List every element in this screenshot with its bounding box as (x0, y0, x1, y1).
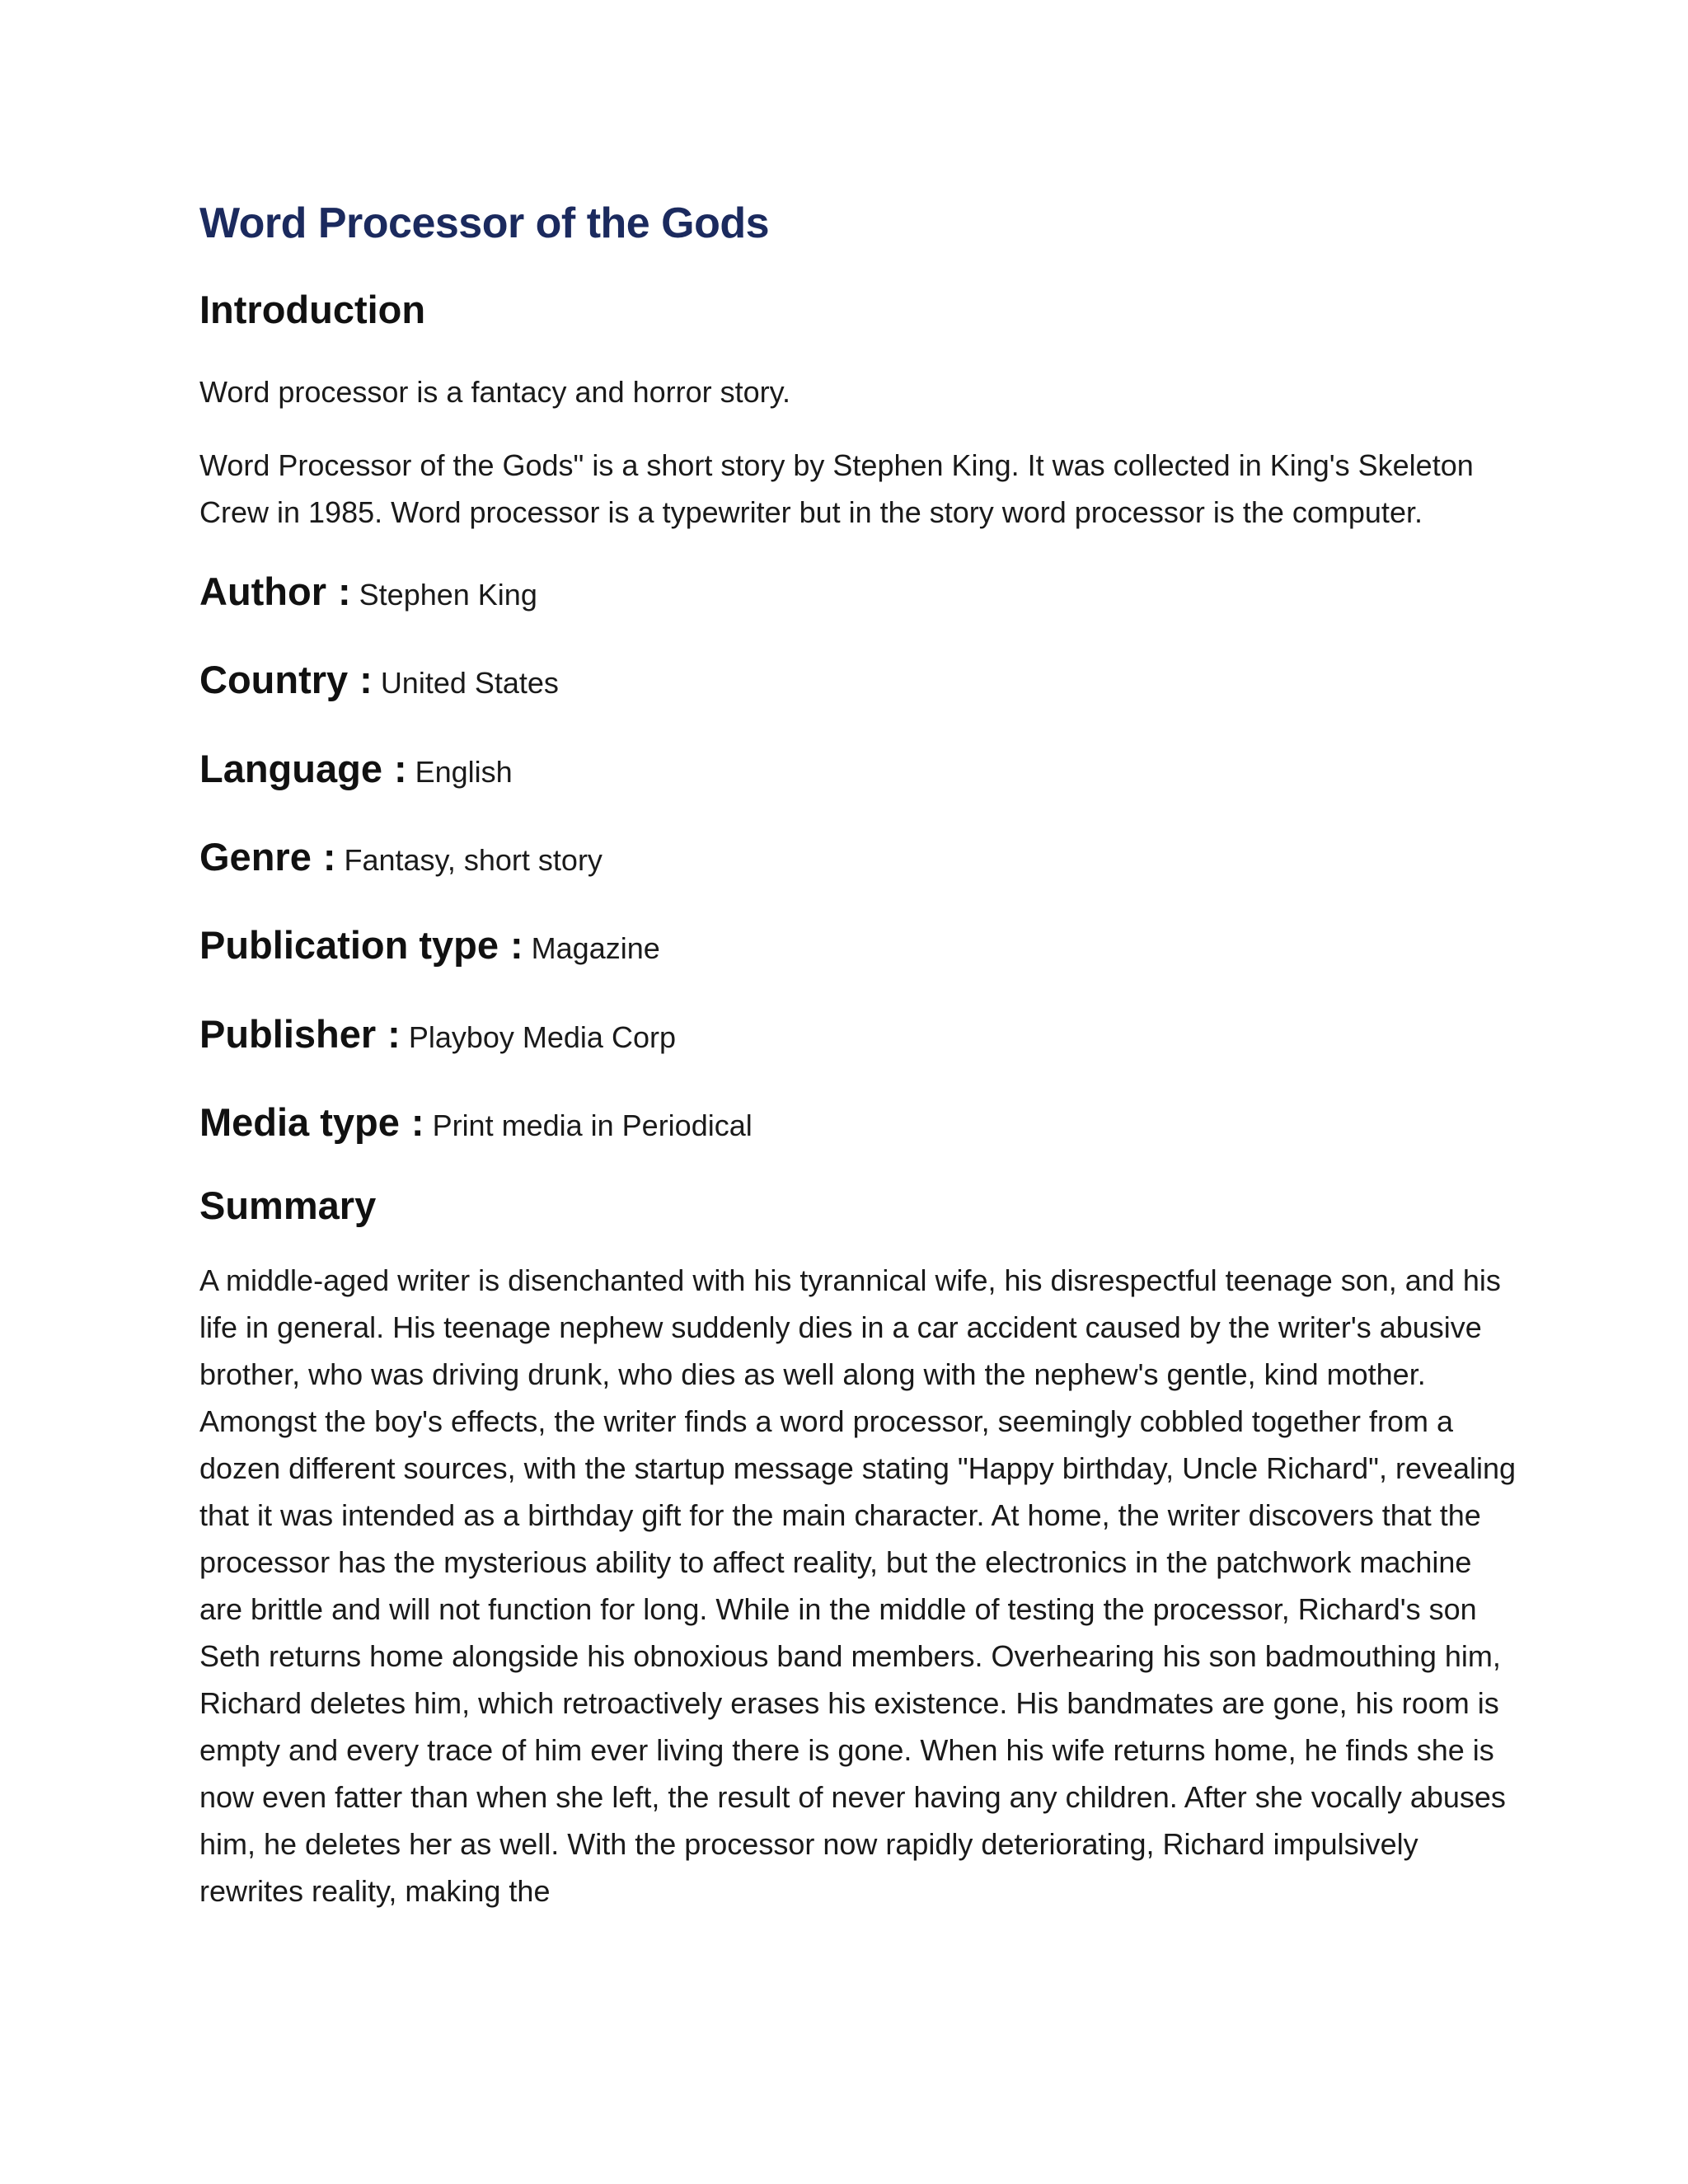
intro-paragraph-1: Word processor is a fantacy and horror story. (199, 374, 790, 409)
field-label: Language (199, 746, 382, 790)
field-genre (199, 834, 1518, 880)
summary-paragraph: A middle-aged writer is disenchanted with his tyrannical wife, his disrespectful teenage son, and his life in general. His teenage nephew suddenly dies in a car accident caused by the writer's abusive brother, who was driving drunk, who dies as well along with the nephew's gentle, kind mother. Amongst the boy's effects, the writer finds a word processor, seemingly cobbled together from a dozen different sources, with the startup message stating "Happy birthday, Uncle Richard", revealing that it was intended as a birthday gift for the main character. At home, the writer discovers that the processor has the mysterious ability to affect reality, but the electronics in the patchwork machine are brittle and will not function for long. While in the middle of testing the processor, Richard's son Seth returns home alongside his obnoxious band members. Overhearing his son badmouthing him, Richard deletes him, which retroactively erases his existence. His bandmates are gone, his room is empty and every trace of him ever living there is gone. When his wife returns home, he finds she is now even fatter than when she left, the result of never having any children. After she vocally abuses him, he deletes her as well. With the processor now rapidly deteriorating, Richard impulsively rewrites reality, making the (199, 1263, 1517, 1908)
field-value: Print media in Periodical (432, 1108, 753, 1143)
field-colon: : (410, 1100, 424, 1145)
intro-paragraph-2: Word Processor of the Gods" is a short story by Stephen King. It was collected in King's Skeleton Crew in 1985. Word processor is a typewriter but in the story word processor is the computer. (199, 448, 1474, 529)
document-body (199, 198, 1518, 1915)
field-publisher (199, 1011, 1518, 1057)
field-label: Publication type (199, 923, 499, 968)
field-colon: : (359, 658, 373, 702)
field-label: Media type (199, 1100, 400, 1145)
field-value: Fantasy, short story (344, 842, 603, 877)
field-colon: : (387, 1011, 401, 1056)
field-colon: : (393, 746, 407, 790)
field-value: English (415, 754, 513, 789)
field-country (199, 657, 1518, 703)
field-colon: : (338, 569, 351, 613)
field-language (199, 746, 1518, 792)
field-publication-type (199, 922, 1518, 968)
summary-heading: Summary (199, 1183, 377, 1227)
field-value: Magazine (531, 931, 660, 966)
field-value: United States (380, 666, 559, 701)
field-value: Stephen King (359, 577, 537, 612)
field-value: Playboy Media Corp (408, 1019, 676, 1054)
document-title: Word Processor of the Gods (199, 199, 770, 247)
field-label: Author (199, 569, 327, 613)
field-author (199, 569, 1518, 615)
field-label: Country (199, 658, 349, 702)
field-label: Genre (199, 834, 312, 879)
field-label: Publisher (199, 1011, 377, 1056)
field-colon: : (322, 834, 336, 879)
introduction-heading: Introduction (199, 288, 426, 332)
field-colon: : (510, 923, 523, 968)
field-media-type (199, 1099, 1518, 1146)
